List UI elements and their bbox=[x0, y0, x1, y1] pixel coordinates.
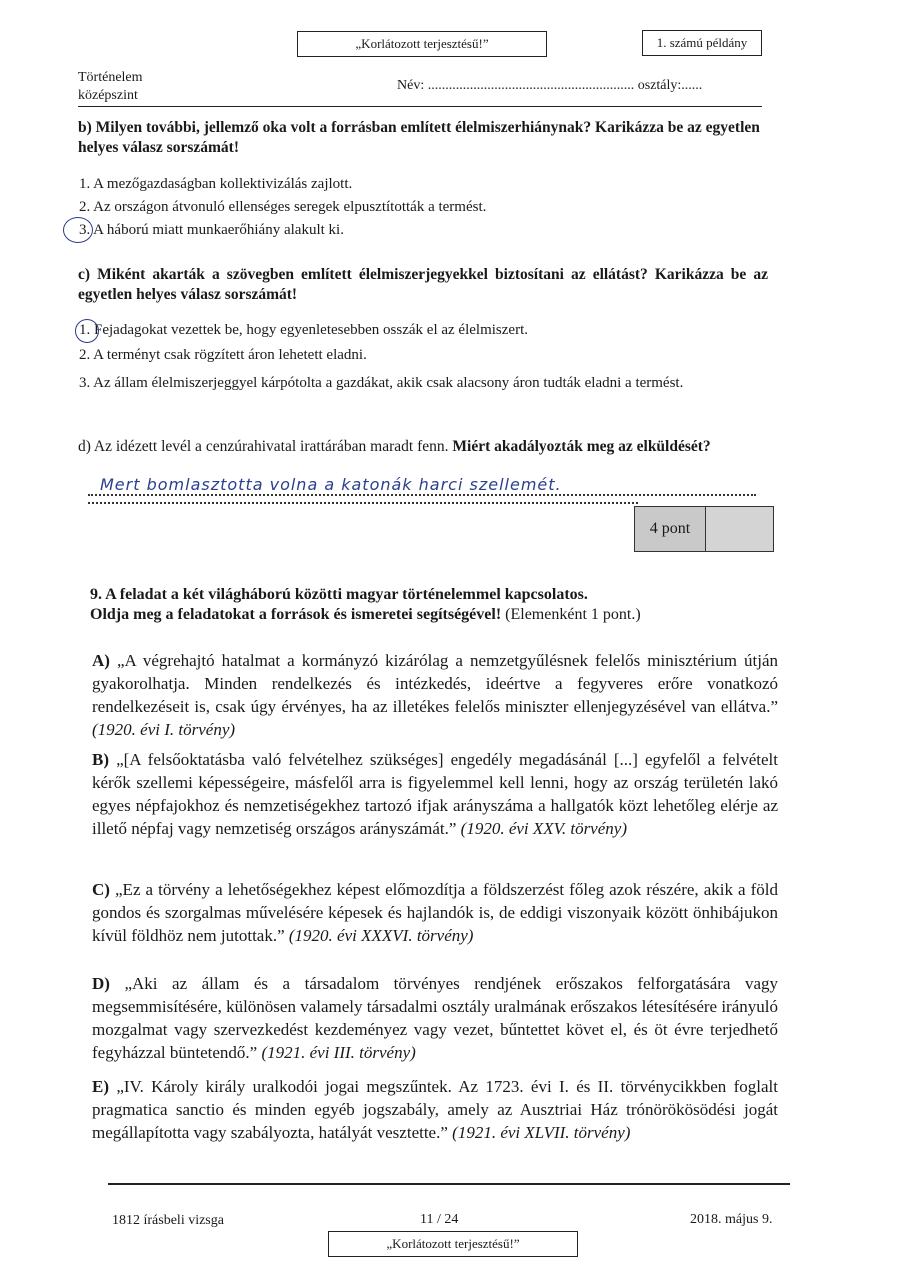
source-c-letter: C) bbox=[92, 880, 110, 899]
question-c-option-1: 1. Fejadagokat vezettek be, hogy egyenletesebben osszák el az élelmiszert. bbox=[79, 322, 528, 338]
task9-instruction-plain: (Elemenként 1 pont.) bbox=[505, 606, 641, 623]
source-c bbox=[92, 878, 778, 947]
score-input-cell[interactable] bbox=[706, 507, 773, 551]
subject-title: Történelem bbox=[78, 70, 143, 85]
footer-exam-code: 1812 írásbeli vizsga bbox=[112, 1213, 224, 1228]
source-d-letter: D) bbox=[92, 974, 110, 993]
task9-instruction-bold: Oldja meg a feladatokat a források és ismeretei segítségével! bbox=[90, 606, 502, 623]
source-a-letter: A) bbox=[92, 651, 110, 670]
source-d bbox=[92, 972, 778, 1064]
source-b-letter: B) bbox=[92, 750, 109, 769]
question-b-option-3: 3. A háború miatt munkaerőhiány alakult ki. bbox=[79, 222, 344, 238]
footer-page-number: 11 / 24 bbox=[420, 1212, 459, 1227]
source-e bbox=[92, 1075, 778, 1144]
source-b-text: „[A felsőoktatásba való felvételhez szükséges] engedély megadásánál [...] egyfelől a felvételt kérők szellemi képességeire, másfelől arra is figyelemmel kell lenni, hogy az ország területén lakó egyes népfajokhoz és nemzetiségekhez tartozó ifjak arányszáma a hallgatók közt lehetőleg elérje az illető népfaj vagy nemzetiség országos arányszámát.” bbox=[92, 750, 779, 838]
task9-instruction bbox=[90, 605, 641, 625]
question-b-prompt: b) Milyen további, jellemző oka volt a forrásban említett élelmiszerhiánynak? Karikázza be az egyetlen helyes válasz sorszámát! bbox=[78, 119, 760, 156]
question-d-prompt-bold: Miért akadályozták meg az elküldését? bbox=[452, 438, 711, 455]
answer-circle-b bbox=[63, 217, 93, 243]
question-c-option-3: 3. Az állam élelmiszerjeggyel kárpótolta a gazdákat, akik csak alacsony áron tudták eladni a termést. bbox=[79, 375, 684, 391]
source-c-cite: (1920. évi XXXVI. törvény) bbox=[288, 926, 474, 945]
source-a bbox=[92, 649, 778, 741]
source-b bbox=[92, 748, 778, 840]
handwritten-answer-d: Mert bomlasztotta volna a katonák harci szellemét. bbox=[100, 475, 562, 494]
question-b-option-2: 2. Az országon átvonuló ellenséges seregek elpusztították a termést. bbox=[79, 199, 487, 215]
question-b-option-1: 1. A mezőgazdaságban kollektivizálás zajlott. bbox=[79, 176, 353, 192]
level-label: középszint bbox=[78, 88, 138, 103]
source-c-text: „Ez a törvény a lehetőségekhez képest előmozdítja a földszerzést főleg azok részére, akik a föld gondos és szorgalmas művelésére képesek és hajlandók is, de eddigi viszonyaik között önhibájukon kívül földhöz nem jutottak.” bbox=[92, 880, 779, 945]
question-c-prompt: c) Miként akarták a szövegben említett élelmiszerjegyekkel biztosítani az ellátást? Karikázza be az egyetlen helyes válasz sorszámát! bbox=[78, 266, 768, 303]
answer-line-d-2 bbox=[88, 502, 638, 504]
copy-number-label: 1. számú példány bbox=[642, 30, 762, 56]
question-c-option-2: 2. A terményt csak rögzített áron lehetett eladni. bbox=[79, 347, 367, 363]
footer-rule bbox=[108, 1183, 790, 1185]
source-e-letter: E) bbox=[92, 1077, 109, 1096]
question-d-prompt bbox=[78, 437, 768, 457]
task9-title: 9. A feladat a két világháború közötti magyar történelemmel kapcsolatos. bbox=[90, 586, 588, 603]
restricted-label-bottom: „Korlátozott terjesztésű!” bbox=[328, 1231, 578, 1257]
source-e-text: „IV. Károly király uralkodói jogai megszűntek. Az 1723. évi I. és II. törvénycikkben foglalt pragmatica sanctio és minden egyéb jogszabály, amely az Ausztriai Ház trónörökösödési jogát megállapította vagy szabályozta, hatályát vesztette.” bbox=[92, 1077, 778, 1142]
name-class-field: Név: ........................................................... osztály:...... bbox=[397, 78, 703, 93]
restricted-label-top: „Korlátozott terjesztésű!” bbox=[297, 31, 547, 57]
footer-date: 2018. május 9. bbox=[690, 1212, 773, 1227]
source-b-cite: (1920. évi XXV. törvény) bbox=[460, 819, 627, 838]
score-label: 4 pont bbox=[635, 507, 706, 551]
source-d-cite: (1921. évi III. törvény) bbox=[261, 1043, 416, 1062]
question-d-prompt-plain: d) Az idézett levél a cenzúrahivatal irattárában maradt fenn. bbox=[78, 438, 449, 455]
source-d-text: „Aki az állam és a társadalom törvényes rendjének erőszakos felforgatására vagy megsemmisítésére, különösen valamely társadalmi osztály uralmának erőszakos létesítésére irányuló mozgalmat vagy szervezkedést kezdeményez vagy vezet, bűntettet követ el, és öt évre terjedhető fegyházzal büntetendő.” bbox=[92, 974, 779, 1062]
source-a-cite: (1920. évi I. törvény) bbox=[92, 720, 236, 739]
score-box bbox=[634, 506, 774, 552]
source-e-cite: (1921. évi XLVII. törvény) bbox=[452, 1123, 631, 1142]
source-a-text: „A végrehajtó hatalmat a kormányzó kizárólag a nemzetgyűlésnek felelős minisztérium útján gyakorolhatja. Minden rendelkezés és intézkedés, ideértve a fegyveres erőre vonatkozó rendelkezéseit is, csak úgy érvényes, ha az illetékes felelős miniszter ellenjegyzésével van ellátva.” bbox=[92, 651, 779, 716]
answer-line-d-1 bbox=[88, 494, 756, 496]
header-rule bbox=[78, 106, 762, 107]
answer-circle-c bbox=[75, 319, 99, 343]
